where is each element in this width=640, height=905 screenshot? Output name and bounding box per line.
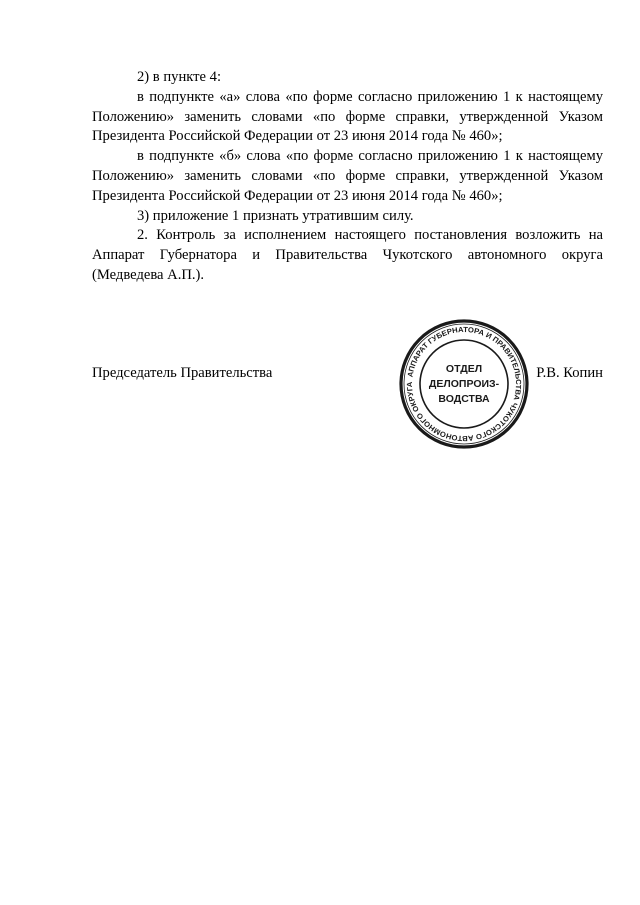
- stamp-center-line-3: ВОДСТВА: [438, 393, 490, 405]
- stamp-center-line-2: ДЕЛОПРОИЗ-: [428, 378, 500, 390]
- paragraph-control-clause: 2. Контроль за исполнением настоящего постановления возложить на Аппарат Губернатора и Правительства Чукотского автономного округа (Медведева А.П.).: [92, 227, 603, 283]
- paragraph-subpoint-b: в подпункте «б» слова «по форме согласно приложению 1 к настоящему Положению» заменить словами «по форме справки, утвержденной Указом Президента Российской Федерации от 23 июня 2014 года № 460»;: [92, 148, 603, 204]
- paragraph-subpoint-a: в подпункте «а» слова «по форме согласно приложению 1 к настоящему Положению» заменить словами «по форме справки, утвержденной Указом Президента Российской Федерации от 23 июня 2014 года № 460»;: [92, 88, 603, 145]
- signatory-position: Председатель Правительства: [92, 365, 273, 381]
- stamp-center-line-1: ОТДЕЛ: [445, 363, 483, 375]
- stamp-ring-text: АППАРАТ ГУБЕРНАТОРА И ПРАВИТЕЛЬСТВА ЧУКОТСКОГО АВТОНОМНОГО ОКРУГА: [404, 324, 524, 444]
- document-body: [92, 68, 603, 286]
- paragraph-item-3: 3) приложение 1 признать утратившим силу.: [137, 207, 414, 224]
- official-stamp-icon: [398, 318, 530, 450]
- signatory-name: Р.В. Копин: [536, 365, 603, 381]
- paragraph-item-2-point-4: 2) в пункте 4:: [137, 69, 222, 85]
